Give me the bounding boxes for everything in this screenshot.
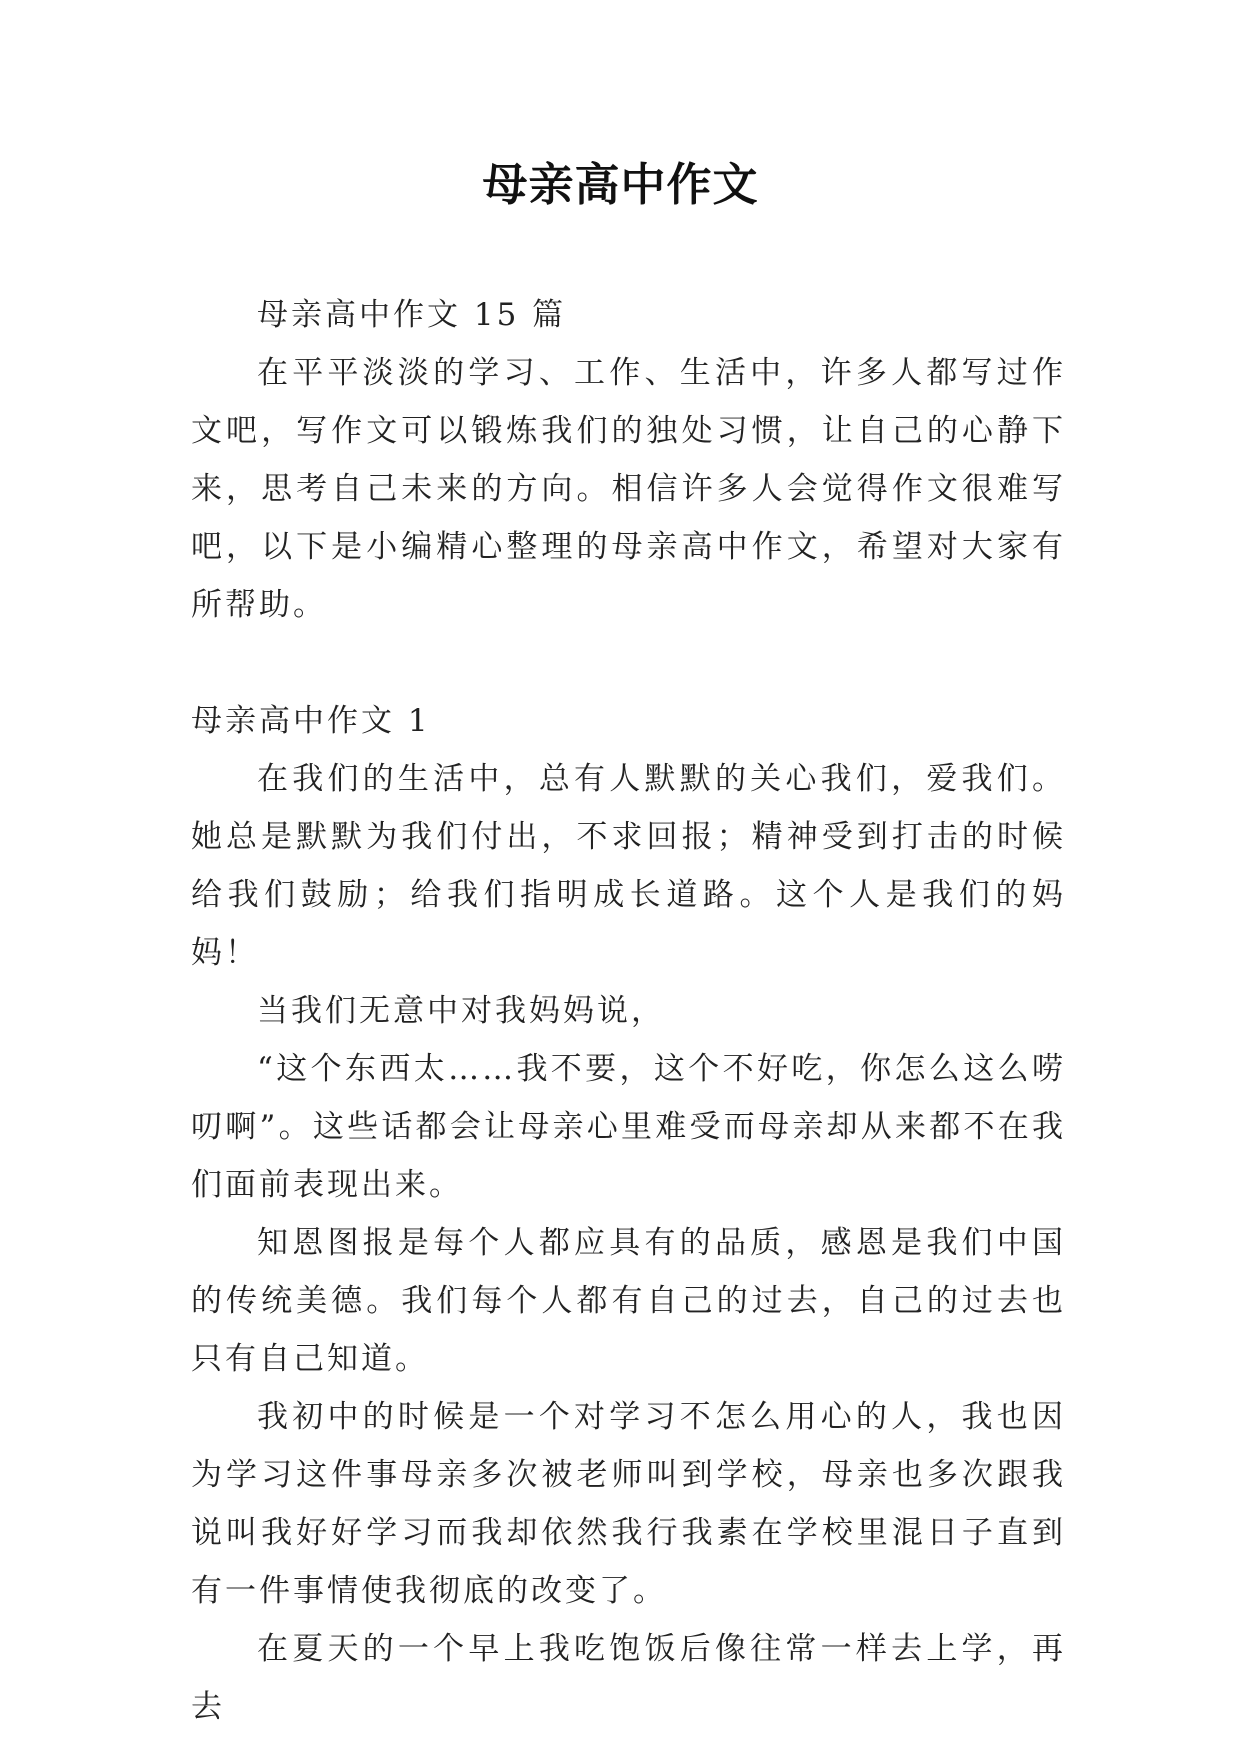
intro-paragraph: 在平平淡淡的学习、工作、生活中，许多人都写过作文吧，写作文可以锻炼我们的独处习惯，让自己的心静下来，思考自己未来的方向。相信许多人会觉得作文很难写吧，以下是小编精心整理的母亲高中作文，希望对大家有所帮助。 <box>191 355 1066 623</box>
document-subtitle: 母亲高中作文 15 篇 <box>257 297 567 333</box>
section-spacer <box>191 634 1066 692</box>
body-paragraph-3: “这个东西太……我不要，这个不好吃，你怎么这么唠叨啊”。这些话都会让母亲心里难受而母亲却从来都不在我们面前表现出来。 <box>191 1051 1066 1203</box>
body-paragraph-6: 在夏天的一个早上我吃饱饭后像往常一样去上学，再去 <box>191 1631 1066 1725</box>
body-paragraph-2: 当我们无意中对我妈妈说， <box>257 993 665 1029</box>
document-title: 母亲高中作文 <box>482 158 759 211</box>
body-paragraph-4: 知恩图报是每个人都应具有的品质，感恩是我们中国的传统美德。我们每个人都有自己的过去，自己的过去也只有自己知道。 <box>191 1225 1066 1377</box>
body-paragraph-1: 在我们的生活中，总有人默默的关心我们，爱我们。她总是默默为我们付出，不求回报；精神受到打击的时候给我们鼓励；给我们指明成长道路。这个人是我们的妈妈！ <box>191 761 1066 971</box>
document-body <box>191 286 1066 1736</box>
section-heading: 母亲高中作文 1 <box>191 703 431 739</box>
body-paragraph-5: 我初中的时候是一个对学习不怎么用心的人，我也因为学习这件事母亲多次被老师叫到学校，母亲也多次跟我说叫我好好学习而我却依然我行我素在学校里混日子直到有一件事情使我彻底的改变了。 <box>191 1399 1066 1609</box>
